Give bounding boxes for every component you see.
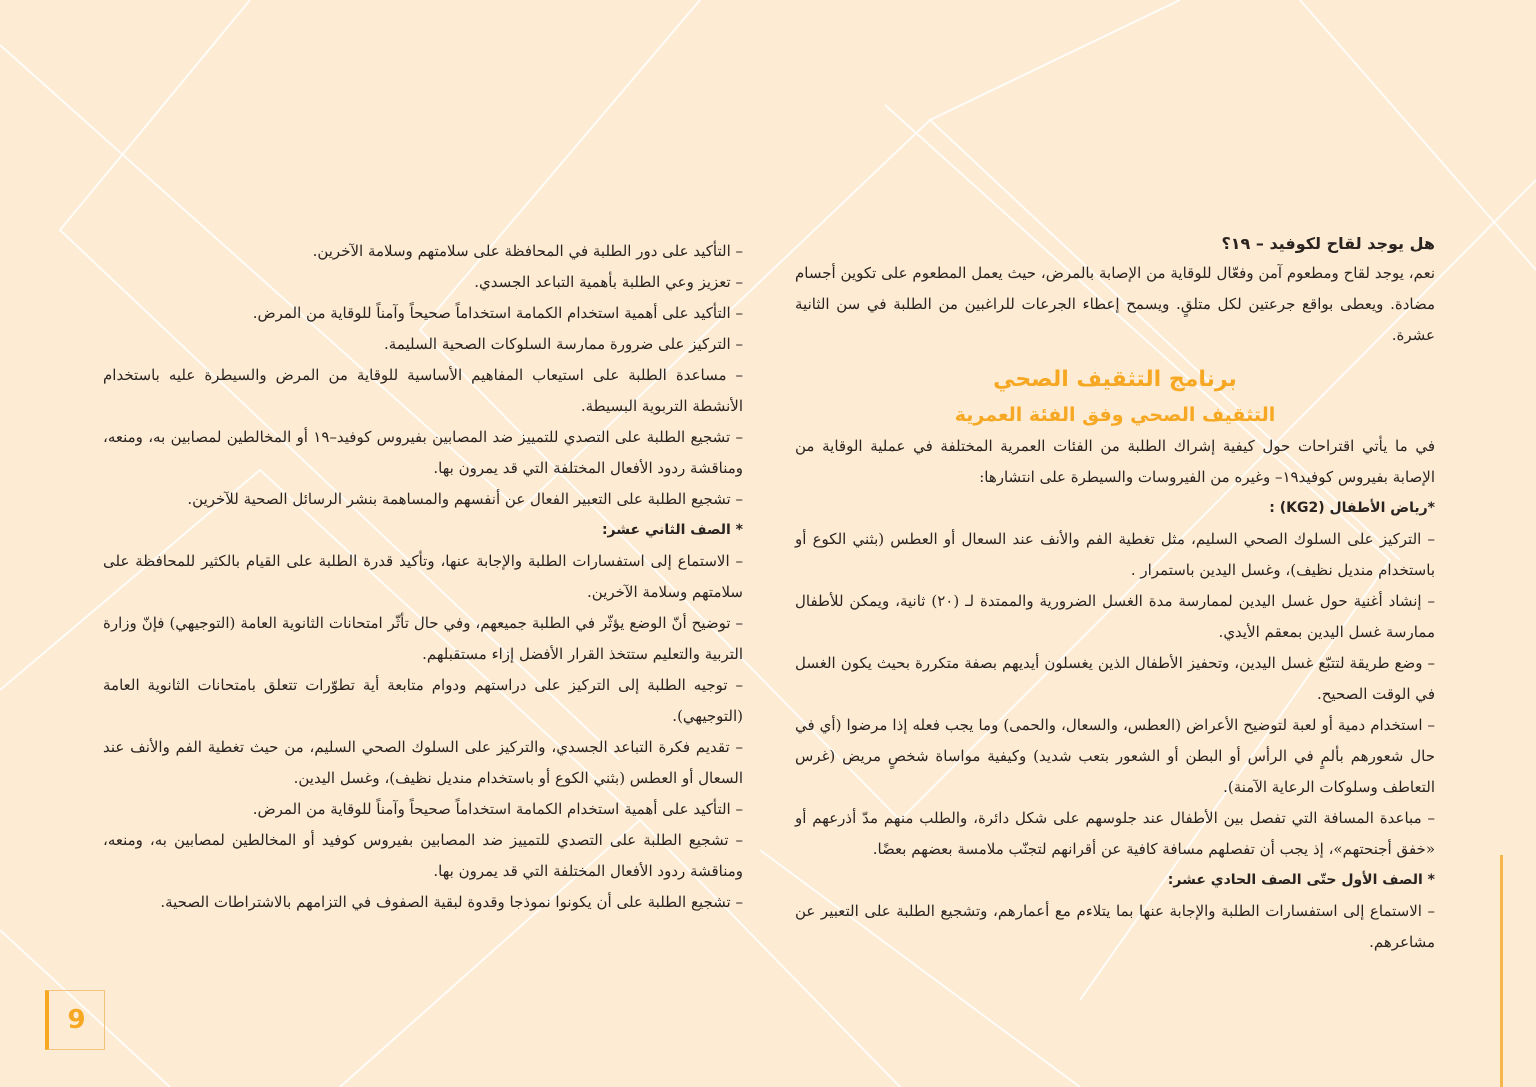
page-number: 9 — [67, 1005, 86, 1035]
question-title: هل يوجد لقاح لكوفيد – ١٩؟ — [1221, 234, 1435, 253]
list-item: – التأكيد على أهمية استخدام الكمامة استخداماً صحيحاً وآمناً للوقاية من المرض. — [252, 304, 743, 322]
list-item: – التركيز على السلوك الصحي السليم، مثل تغطية الفم والأنف عند السعال أو العطس (بثني الكوع أو باستخدام منديل نظيف)، وغسل اليدين باستمرار . — [795, 530, 1435, 579]
list-item: – استخدام دمية أو لعبة لتوضيح الأعراض (العطس، والسعال، والحمى) وما يجب فعله إذا مرضوا (أي في حال شعورهم بألمٍ في الرأس أو البطن أو الشعور بتعب شديد) وكيفية مواساة شخصٍ مريض (غرس التعاطف وسلوكات الرعاية الآمنة). — [795, 716, 1435, 796]
list-item: – التأكيد على أهمية استخدام الكمامة استخداماً صحيحاً وآمناً للوقاية من المرض. — [252, 800, 743, 818]
right-column — [795, 230, 1435, 958]
question-answer: نعم، يوجد لقاح ومطعوم آمن وفعّال للوقاية من الإصابة بالمرض، حيث يعمل المطعوم على تكوين أجسام مضادة. ويعطى بواقع جرعتين لكل متلقٍ. ويسمح إعطاء الجرعات للراغبين من الطلبة في سن الثانية عشرة. — [795, 264, 1435, 344]
list-item: – التأكيد على دور الطلبة في المحافظة على سلامتهم وسلامة الآخرين. — [312, 242, 743, 260]
grades-1-11-heading: * الصف الأول حتّى الصف الحادي عشر: — [1167, 872, 1435, 888]
page-margin-accent-line — [1500, 855, 1503, 1087]
left-column — [103, 236, 743, 918]
list-item: – تشجيع الطلبة على أن يكونوا نموذجا وقدوة لبقية الصفوف في التزامهم بالاشتراطات الصحية. — [160, 893, 743, 911]
list-item: – توجيه الطلبة إلى التركيز على دراستهم ودوام متابعة أية تطوّرات تتعلق بامتحانات الثانوية العامة (التوجيهي). — [103, 676, 743, 725]
program-title: برنامج التثقيف الصحي — [993, 367, 1237, 392]
intro-paragraph: في ما يأتي اقتراحات حول كيفية إشراك الطلبة من الفئات العمرية المختلفة في عملية الوقاية من الإصابة بفيروس كوفيد١٩– وغيره من الفيروسات والسيطرة على انتشارها: — [795, 437, 1435, 486]
list-item: – تعزيز وعي الطلبة بأهمية التباعد الجسدي. — [474, 273, 743, 291]
list-item: – التركيز على ضرورة ممارسة السلوكات الصحية السليمة. — [383, 335, 743, 353]
list-item: – مساعدة الطلبة على استيعاب المفاهيم الأساسية للوقاية من المرض والسيطرة عليه باستخدام الأنشطة التربوية البسيطة. — [103, 366, 743, 415]
list-item: – إنشاد أغنية حول غسل اليدين لممارسة مدة الغسل الضرورية والممتدة لـ (٢٠) ثانية، ويمكن للأطفال ممارسة غسل اليدين بمعقم الأيدي. — [795, 592, 1435, 641]
list-item: – تشجيع الطلبة على التصدي للتمييز ضد المصابين بفيروس كوفيد أو المخالطين لمصابين به، ومنعه، ومناقشة ردود الأفعال المختلفة التي قد يمرون بها. — [103, 831, 743, 880]
list-item: – تقديم فكرة التباعد الجسدي، والتركيز على السلوك الصحي السليم، من حيث تغطية الفم والأنف عند السعال أو العطس (بثني الكوع أو باستخدام منديل نظيف)، وغسل اليدين. — [103, 738, 743, 787]
grade-12-heading: * الصف الثاني عشر: — [601, 522, 743, 538]
list-item: – مباعدة المسافة التي تفصل بين الأطفال عند جلوسهم على شكل دائرة، والطلب منهم مدّ أذرعهم أو «خفق أجنحتهم»، إذ يجب أن تفصلهم مسافة كافية عن أقرانهم لتجنّب ملامسة بعضهم بعضًا. — [795, 809, 1435, 858]
list-item: – توضيح أنّ الوضع يؤثّر في الطلبة جميعهم، وفي حال تأثّر امتحانات الثانوية العامة (التوجيهي) فإنّ وزارة التربية والتعليم ستتخذ القرار الأفضل إزاء مستقبلهم. — [103, 614, 743, 663]
list-item: – الاستماع إلى استفسارات الطلبة والإجابة عنها، وتأكيد قدرة الطلبة على القيام بالكثير للمحافظة على سلامتهم وسلامة الآخرين. — [103, 552, 743, 601]
list-item: – تشجيع الطلبة على التصدي للتمييز ضد المصابين بفيروس كوفيد–١٩ أو المخالطين لمصابين به، ومنعه، ومناقشة ردود الأفعال المختلفة التي قد يمرون بها. — [103, 428, 744, 477]
page-number-box — [45, 990, 105, 1050]
list-item: – الاستماع إلى استفسارات الطلبة والإجابة عنها بما يتلاءم مع أعمارهم، وتشجيع الطلبة على التعبير عن مشاعرهم. — [795, 902, 1435, 951]
list-item: – وضع طريقة لتتبّع غسل اليدين، وتحفيز الأطفال الذين يغسلون أيديهم بصفة متكررة بحيث يكون الغسل في الوقت الصحيح. — [795, 654, 1435, 703]
section-title: التثقيف الصحي وفق الفئة العمرية — [954, 404, 1276, 426]
list-item: – تشجيع الطلبة على التعبير الفعال عن أنفسهم والمساهمة بنشر الرسائل الصحية للآخرين. — [187, 490, 743, 508]
kg-heading: *رياض الأطفال (KG2) : — [1269, 500, 1435, 516]
